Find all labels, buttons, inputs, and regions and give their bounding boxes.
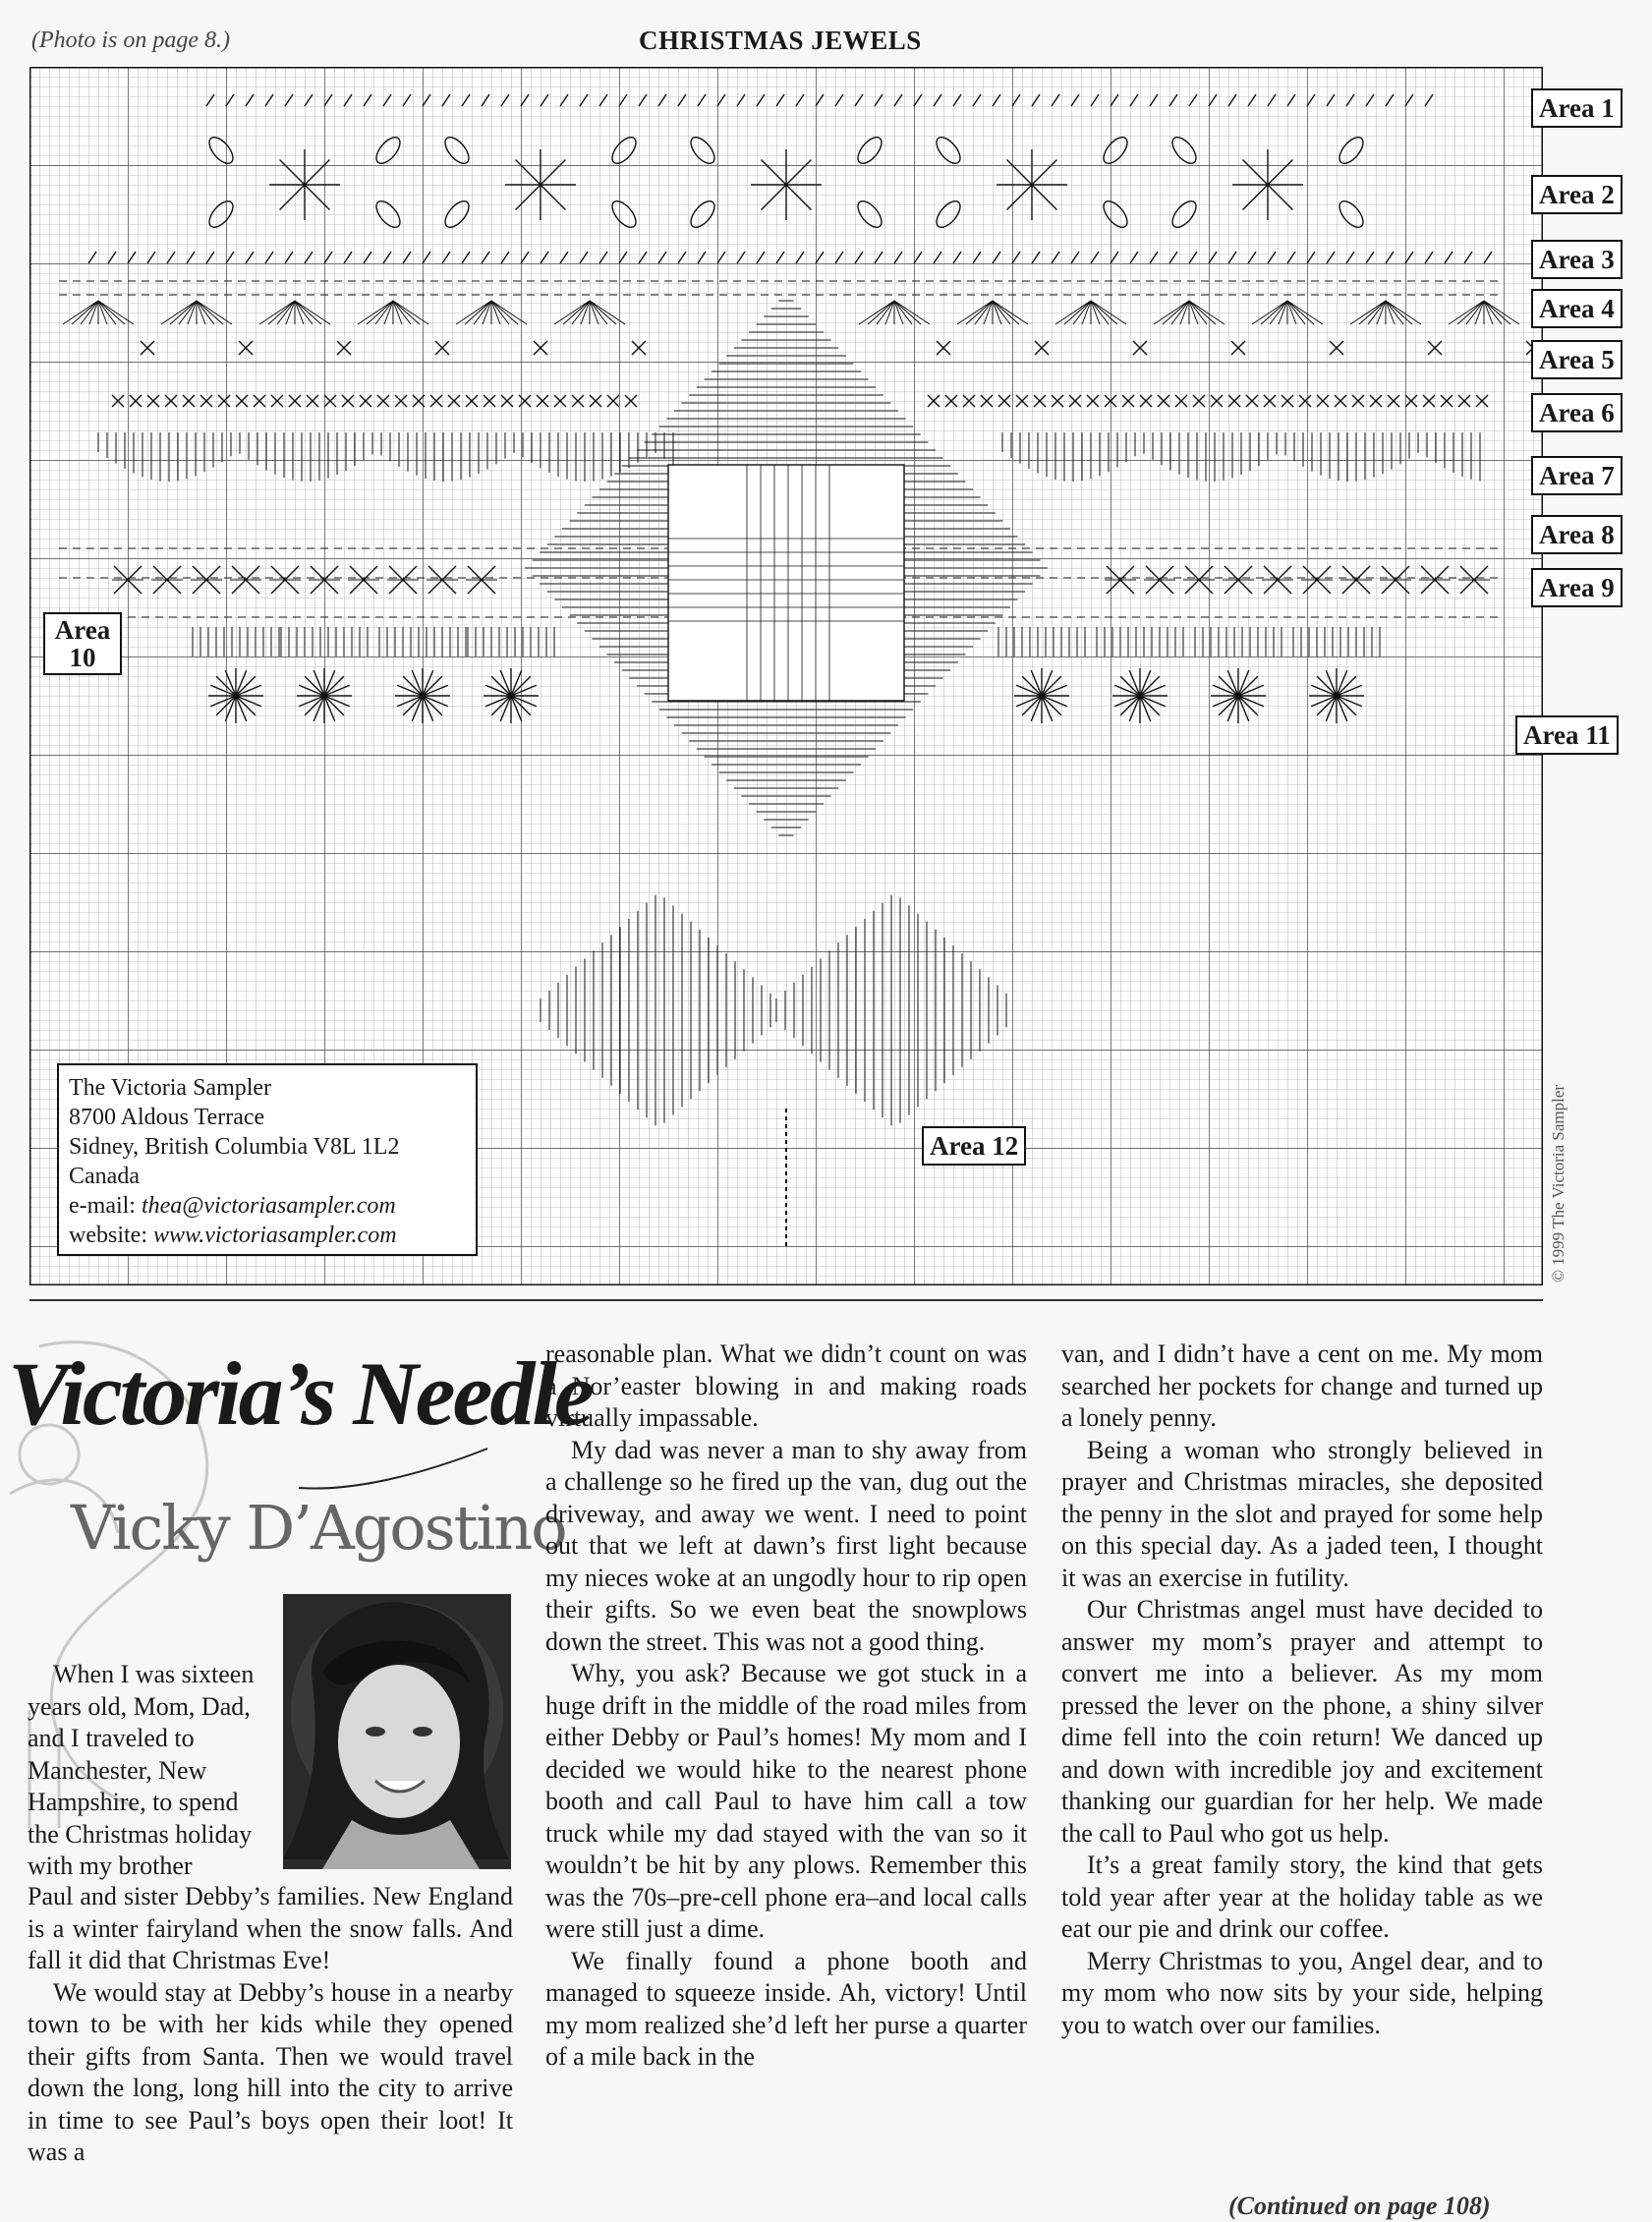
email-label: e-mail: — [69, 1193, 142, 1219]
website-link[interactable]: www.victoriasampler.com — [152, 1223, 397, 1248]
address-line: 8700 Aldous Terrace — [69, 1105, 265, 1130]
area-5-label: Area 5 — [1531, 340, 1623, 379]
article-paragraph: When I was sixteen years old, Mom, Dad, and I traveled to Manchester, New Hampshire, to spend the Christmas holiday with my brother — [28, 1660, 255, 1880]
article-paragraph: reasonable plan. What we didn’t count on was a Nor’easter blowing in and making roads virtually impassable. — [545, 1339, 1027, 1432]
article-paragraph: Merry Christmas to you, Angel dear, and to my mom who now sits by your side, helping you to watch over our families. — [1061, 1946, 1543, 2039]
area-4-label: Area 4 — [1531, 289, 1623, 328]
continued-note: (Continued on page 108) — [1228, 2192, 1491, 2220]
column-title: Victoria’s Needle — [8, 1343, 592, 1444]
website-label: website: — [69, 1223, 153, 1248]
area-2-label: Area 2 — [1531, 175, 1623, 214]
area-10-label: Area 10 — [43, 612, 122, 675]
article-paragraph: We finally found a phone booth and managed to squeeze inside. Ah, victory! Until my mom realized she’d left her purse a quarter of a mile back in the — [545, 1946, 1027, 2071]
title-swash — [295, 1445, 491, 1494]
article-paragraph: Why, you ask? Because we got stuck in a huge drift in the middle of the road miles from either Debby or Paul’s homes! My mom and I decided we would hike to the nearest phone booth and call Paul to have him call a tow truck while my dad stayed with the van so it wouldn’t be hit by any plows. Remember this was the 70s–pre-cell phone era–and local calls were still just a dime. — [545, 1659, 1027, 1943]
email-line — [69, 1191, 466, 1221]
article-col1-body — [28, 1881, 513, 2169]
article-paragraph: Being a woman who strongly believed in prayer and Christmas miracles, she deposited the penny in the slot and prayed for some help on this special day. As a jaded teen, I thought it was an exercise in futility. — [1061, 1435, 1543, 1592]
area-1-label: Area 1 — [1531, 88, 1623, 128]
article-col3 — [1061, 1339, 1543, 2041]
address-line: The Victoria Sampler — [69, 1075, 272, 1101]
article-paragraph: We would stay at Debby’s house in a nearby town to be with her kids while they opened their gifts from Santa. Then we would travel down the long, long hill into the city to arrive in time to see Paul’s boys open their loot! It was a — [28, 1977, 513, 2166]
article-paragraph: van, and I didn’t have a cent on me. My mom searched her pockets for change and turned up a lonely penny. — [1061, 1339, 1543, 1432]
area-3-label: Area 3 — [1531, 240, 1623, 279]
article-paragraph: Paul and sister Debby’s families. New England is a winter fairyland when the snow falls. And fall it did that Christmas Eve! — [28, 1882, 513, 1974]
area-7-label: Area 7 — [1531, 456, 1623, 495]
article-paragraph: Our Christmas angel must have decided to answer my mom’s prayer and attempt to convert me into a believer. As my mom pressed the lever on the phone, a shiny silver dime fell into the coin return! We danced up and down with incredible joy and excitement thanking our guardian for her help. We made the call to Paul who got us help. — [1061, 1595, 1543, 1848]
designer-address-box — [57, 1063, 478, 1256]
article-paragraph: It’s a great family story, the kind that gets told year after year at the holiday table as we eat our pie and drink our coffee. — [1061, 1851, 1543, 1943]
area-12-label: Area 12 — [922, 1126, 1026, 1166]
article-col1-intro — [28, 1659, 269, 1883]
photo-note: (Photo is on page 8.) — [31, 28, 230, 53]
author-portrait — [283, 1594, 511, 1869]
area-9-label: Area 9 — [1531, 568, 1623, 607]
area-11-label: Area 11 — [1515, 715, 1619, 755]
website-line — [69, 1221, 466, 1250]
area-8-label: Area 8 — [1531, 515, 1623, 554]
copyright-note: © 1999 The Victoria Sampler — [1549, 1084, 1567, 1282]
area-6-label: Area 6 — [1531, 393, 1623, 432]
section-divider — [29, 1299, 1543, 1301]
author-name: Vicky D’Agostino — [71, 1492, 566, 1564]
article-paragraph: My dad was never a man to shy away from a challenge so he fired up the van, dug out the driveway, and away we went. I need to point out that we left at dawn’s first light because my nieces woke at an ungodly hour to rip open their gifts. So we even beat the snowplows down the street. This was not a good thing. — [545, 1435, 1027, 1656]
address-line: Canada — [69, 1164, 140, 1189]
page-title: CHRISTMAS JEWELS — [639, 26, 922, 55]
article-col2 — [545, 1339, 1027, 2074]
email-link[interactable]: thea@victoriasampler.com — [141, 1193, 396, 1219]
address-line: Sidney, British Columbia V8L 1L2 — [69, 1134, 400, 1160]
